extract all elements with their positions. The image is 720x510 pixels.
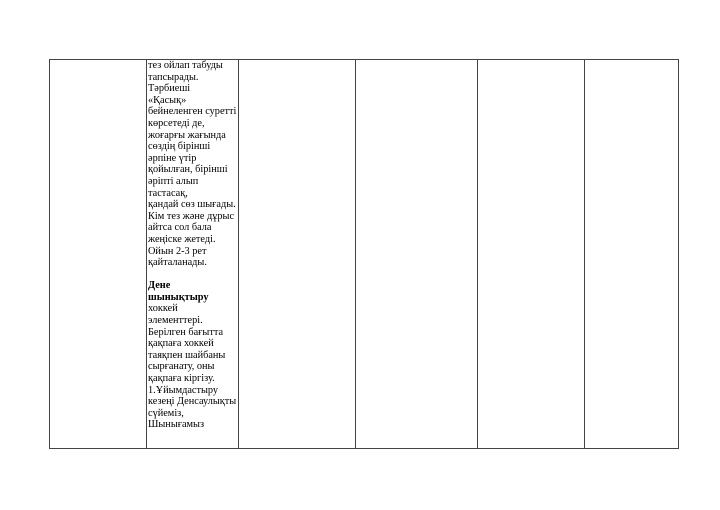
text-line: айтса сол бала bbox=[148, 222, 212, 234]
text-line: жоғарғы жағында bbox=[148, 129, 226, 141]
table-cell-col-1 bbox=[50, 60, 147, 449]
text-line: әріпті алып bbox=[148, 175, 199, 187]
text-line: Берілген бағытта bbox=[148, 326, 224, 338]
text-line: бейнеленген суретті bbox=[148, 106, 237, 118]
text-line: сырғанату, оны bbox=[148, 361, 215, 373]
text-line: қойылған, бірінші bbox=[148, 164, 228, 176]
lesson-plan-table bbox=[49, 59, 679, 449]
paragraph-gap bbox=[148, 269, 238, 281]
text-line: «Қасық» bbox=[148, 94, 187, 106]
text-line: Шынығамыз bbox=[148, 419, 205, 431]
cell-text-block bbox=[147, 60, 238, 431]
table-cell-col-5 bbox=[478, 60, 585, 449]
table-cell-col-2 bbox=[147, 60, 239, 449]
table-cell-col-3 bbox=[239, 60, 356, 449]
text-line: элементтері. bbox=[148, 315, 203, 327]
section-heading: Дене bbox=[148, 280, 171, 292]
text-line: 1.Ұйымдастыру bbox=[148, 384, 219, 396]
section-heading: шынықтыру bbox=[148, 291, 209, 303]
text-line: қақпаға хоккей bbox=[148, 338, 214, 350]
text-line: Тәрбиеші bbox=[148, 83, 191, 95]
table-cell-col-4 bbox=[356, 60, 478, 449]
text-line: хоккей bbox=[148, 303, 178, 315]
text-line: әрпіне үтір bbox=[148, 152, 197, 164]
text-line: тастасақ, bbox=[148, 187, 188, 199]
text-line: сөздің бірінші bbox=[148, 141, 211, 153]
text-line: көрсетеді де, bbox=[148, 117, 205, 129]
text-line: тез ойлап табуды bbox=[148, 60, 223, 71]
text-line: қандай сөз шығады. bbox=[148, 199, 236, 211]
text-line: тапсырады. bbox=[148, 71, 199, 83]
text-line: қақпаға кіргізу. bbox=[148, 373, 215, 385]
text-line: Кім тез және дұрыс bbox=[148, 210, 235, 222]
text-line: кезеңі Денсаулықты bbox=[148, 396, 237, 408]
table-cell-col-6 bbox=[585, 60, 679, 449]
text-line: Ойын 2-3 рет bbox=[148, 245, 207, 257]
text-line: қайталанады. bbox=[148, 257, 207, 269]
text-line: жеңіске жетеді. bbox=[148, 233, 216, 245]
table-row bbox=[50, 60, 679, 449]
text-line: сүйеміз, bbox=[148, 407, 184, 419]
text-line: таяқпен шайбаны bbox=[148, 349, 226, 361]
